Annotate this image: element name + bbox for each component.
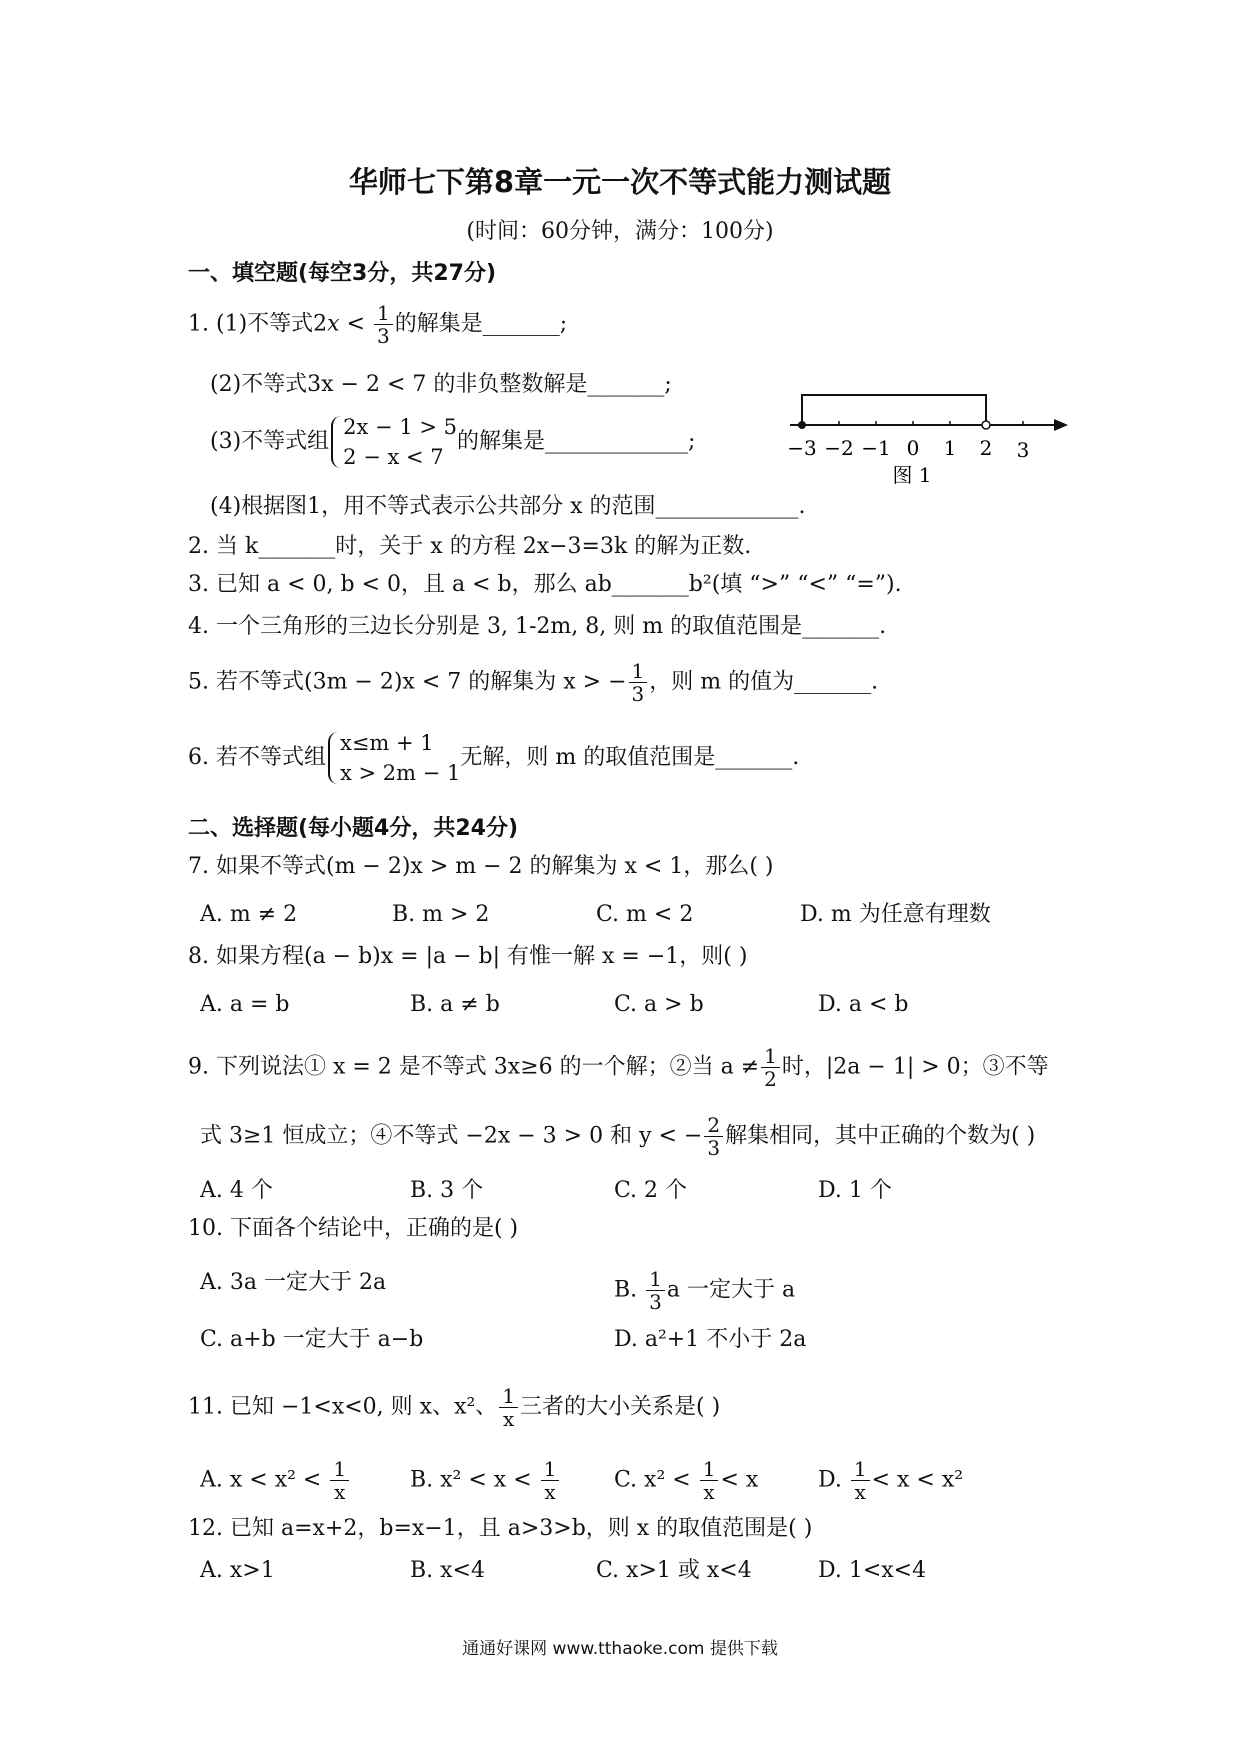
q10-option-a: A. 3a 一定大于 2a (200, 1270, 387, 1295)
q12-option-a: A. x>1 (200, 1558, 275, 1583)
question-5: 5. 若不等式(3m − 2)x < 7 的解集为 x > − $\frac{1}{3}$ ，则 m 的值为_______. (188, 659, 879, 706)
q8-option-c: C. a > b (614, 992, 704, 1017)
q7-option-d: D. m 为任意有理数 (800, 902, 991, 927)
question-2: 2. 当 k_______时，关于 x 的方程 2x−3=3k 的解为正数. (188, 534, 752, 559)
q9-option-d: D. 1 个 (818, 1178, 892, 1203)
fraction: $\frac{1}{x}$ (330, 1458, 349, 1503)
closed-endpoint (798, 421, 806, 429)
section-fill-in-title: 一、填空题(每空3分，共27分) (188, 261, 497, 286)
q12-option-b: B. x<4 (410, 1558, 485, 1583)
tick-label: 1 (943, 436, 957, 460)
fraction: $\frac{1}{x}$ (541, 1458, 560, 1503)
inequality-system: 2x − 1 > 5 2 − x < 7 (329, 412, 457, 472)
q8-option-a: A. a = b (200, 992, 290, 1017)
question-1-4: (4)根据图1，用不等式表示公共部分 x 的范围_____________. (210, 494, 806, 519)
question-1-3: (3)不等式组 2x − 1 > 5 2 − x < 7 的解集是_____________; (210, 412, 695, 472)
solution-bracket (802, 395, 986, 425)
question-3: 3. 已知 a < 0, b < 0，且 a < b，那么 ab_______b²(填 “>” “<” “=”). (188, 572, 902, 597)
section-choice-title: 二、选择题(每小题4分，共24分) (188, 816, 519, 841)
fraction: $\frac{2}{3}$ (704, 1114, 723, 1159)
q11-option-c: C. x² < $\frac{1}{x}$ < x (614, 1457, 759, 1504)
q10-option-b: B. $\frac{1}{3}$ a 一定大于 a (614, 1267, 796, 1314)
q11-option-b: B. x² < x < $\frac{1}{x}$ (410, 1458, 561, 1503)
page-title: 华师七下第8章一元一次不等式能力测试题 (348, 165, 892, 199)
tick-label: 0 (906, 436, 920, 460)
question-1-1: 1. (1)不等式2x < $\frac{1}{3}$ 的解集是_______; (188, 301, 568, 348)
question-12: 12. 已知 a=x+2，b=x−1，且 a>3>b，则 x 的取值范围是( ) (188, 1516, 813, 1541)
q7-option-b: B. m > 2 (392, 902, 490, 927)
q11-option-d: D. $\frac{1}{x}$ < x < x² (818, 1457, 964, 1504)
arrow-head-icon (1054, 419, 1068, 431)
number-line-figure (780, 385, 1080, 505)
question-10: 10. 下面各个结论中，正确的是( ) (188, 1216, 519, 1241)
fraction: $\frac{1}{x}$ (700, 1458, 719, 1503)
tick-label: 3 (1016, 438, 1030, 462)
fraction: $\frac{1}{3}$ (629, 660, 648, 705)
question-6: 6. 若不等式组 x≤m + 1 x > 2m − 1 无解，则 m 的取值范围是_______. (188, 728, 799, 788)
q12-option-c: C. x>1 或 x<4 (596, 1558, 752, 1583)
q9-option-c: C. 2 个 (614, 1178, 688, 1203)
q8-option-d: D. a < b (818, 992, 909, 1017)
tick-label: −2 (824, 436, 854, 460)
fraction: $\frac{1}{3}$ (646, 1268, 665, 1313)
q11-option-a: A. x < x² < $\frac{1}{x}$ (200, 1458, 351, 1503)
question-11: 11. 已知 −1<x<0, 则 x、x²、 $\frac{1}{x}$ 三者的大小关系是( ) (188, 1384, 721, 1431)
page-subtitle: (时间：60分钟，满分：100分) (466, 219, 774, 244)
question-7: 7. 如果不等式(m − 2)x > m − 2 的解集为 x < 1，那么( ) (188, 854, 774, 879)
fraction: $\frac{1}{x}$ (851, 1458, 870, 1503)
question-8: 8. 如果方程(a − b)x = |a − b| 有惟一解 x = −1，则( ) (188, 944, 748, 969)
tick-label: −3 (787, 436, 817, 460)
page-footer: 通通好课网 www.tthaoke.com 提供下载 (462, 1639, 778, 1659)
q7-option-c: C. m < 2 (596, 902, 694, 927)
question-9-line-2: 式 3≥1 恒成立；④不等式 −2x − 3 > 0 和 y < − $\frac{2}{3}$ 解集相同，其中正确的个数为( ) (200, 1113, 1036, 1160)
q10-option-c: C. a+b 一定大于 a−b (200, 1327, 424, 1352)
inequality-system: x≤m + 1 x > 2m − 1 (326, 728, 460, 788)
q9-option-b: B. 3 个 (410, 1178, 484, 1203)
q10-option-d: D. a²+1 不小于 2a (614, 1327, 807, 1352)
fraction: $\frac{1}{3}$ (374, 302, 393, 347)
q7-option-a: A. m ≠ 2 (200, 902, 298, 927)
tick-label: 2 (979, 436, 993, 460)
figure-caption: 图 1 (892, 463, 932, 487)
q8-option-b: B. a ≠ b (410, 992, 500, 1017)
q12-option-d: D. 1<x<4 (818, 1558, 927, 1583)
question-9-line-1: 9. 下列说法① x = 2 是不等式 3x≥6 的一个解；②当 a ≠ $\frac{1}{2}$ 时，|2a − 1| > 0；③不等 (188, 1044, 1049, 1091)
tick-label: −1 (861, 436, 891, 460)
open-endpoint (982, 421, 990, 429)
question-4: 4. 一个三角形的三边长分别是 3, 1-2m, 8, 则 m 的取值范围是_______. (188, 614, 887, 639)
question-1-2: (2)不等式3x − 2 < 7 的非负整数解是_______; (210, 372, 672, 397)
fraction: $\frac{1}{x}$ (499, 1385, 518, 1430)
fraction: $\frac{1}{2}$ (761, 1045, 780, 1090)
q9-option-a: A. 4 个 (200, 1178, 273, 1203)
